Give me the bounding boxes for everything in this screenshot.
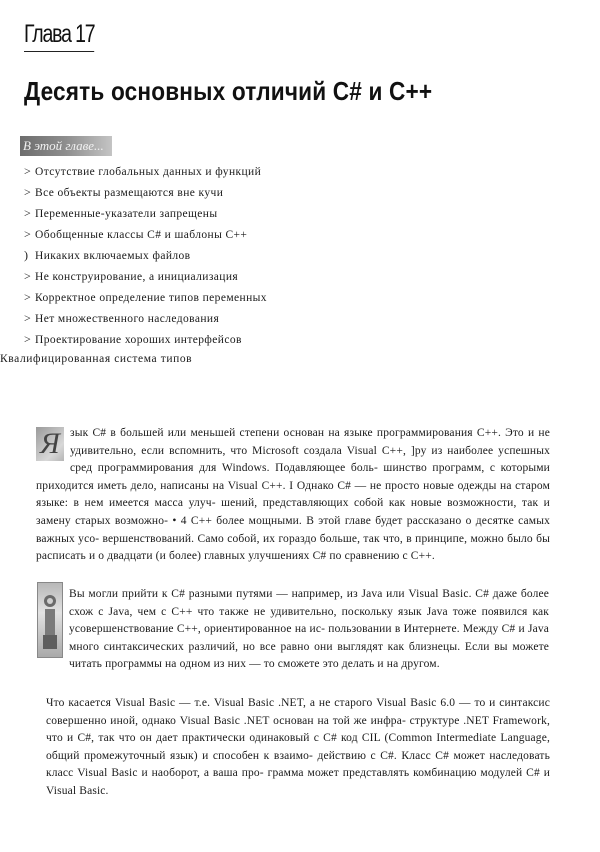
chapter-title: Десять основных отличий C# и C++ bbox=[24, 76, 433, 106]
paragraph-text: Что касается Visual Basic — т.е. Visual Basic .NET, а не старого Visual Basic 6.0 — то и синтаксис совершенно иной, однако Visual Basic .NET основан на той же инфра- структуре .NET Framework, что и C#, так что он дает практически одинаковый с C# код CIL (Common Intermediate Language, общий промежуточный язык) и способен к взаимо- действию с C#. Класс C# может наследовать класс Visual Basic и наоборот, а ваша про- грамма может представлять комбинацию модулей C# и Visual Basic. bbox=[46, 697, 550, 797]
margin-illustration bbox=[37, 582, 63, 658]
list-item: > Не конструирование, а инициализация bbox=[24, 269, 239, 283]
list-item: > Обобщенные классы C# и шаблоны C++ bbox=[24, 227, 248, 241]
paragraph-text: Вы могли прийти к C# разными путями — например, из Java или Visual Basic. C# даже более схож с Java, чем с C++ что также не удивительно, поскольку язык Java тоже появился как усовершенствование C++, ориентированное на ис- пользовании в Интернете. Между C# и Java много синтаксических различий, но все равно они выглядят как близнецы. Если вы можете читать программы на одном из них — то сможете это делать и на другом. bbox=[69, 588, 549, 671]
in-this-chapter-banner: В этой главе... bbox=[20, 136, 112, 156]
list-item: > Переменные-указатели запрещены bbox=[24, 206, 218, 220]
list-item: ) Никаких включаемых файлов bbox=[24, 248, 191, 262]
chapter-number: Глава 17 bbox=[24, 20, 94, 52]
list-item: > Отсутствие глобальных данных и функций bbox=[24, 164, 262, 178]
visual-basic-paragraph bbox=[46, 695, 550, 801]
list-item: > Нет множественного наследования bbox=[24, 311, 220, 325]
drop-cap: Я bbox=[36, 427, 64, 461]
java-paragraph bbox=[69, 586, 549, 674]
list-item: > Все объекты размещаются вне кучи bbox=[24, 185, 224, 199]
chapter-contents-list bbox=[0, 164, 267, 374]
paragraph-text: зык C# в большей или меньшей степени основан на языке программирования C++. Это и не удивительно, если вспомнить, что Microsoft создала Visual C++, ]ру из наиболее успешных сред программирования для Windows. Подавляющее боль- шинство программ, с которыми приходится иметь дело, написаны на Visual C++. I Однако C# — не просто новые одежды на старом языке: в нем имеется масса улуч- шений, представляющих собой как новые возможности, так и замену старых возможно- • 4 C++ более мощными. В этой главе будет рассказано о десятке самых важных усо- вершенствований. Само собой, их гораздо больше, так что, в принципе, можно было бы расписать и о двадцати (и более) главных улучшениях C# по сравнению с C++. bbox=[36, 427, 550, 563]
list-item: > Проектирование хороших интерфейсов bbox=[24, 332, 242, 346]
intro-paragraph bbox=[36, 425, 550, 566]
list-item: Квалифицированная система типов bbox=[0, 353, 193, 365]
list-item: > Корректное определение типов переменных bbox=[24, 290, 267, 304]
